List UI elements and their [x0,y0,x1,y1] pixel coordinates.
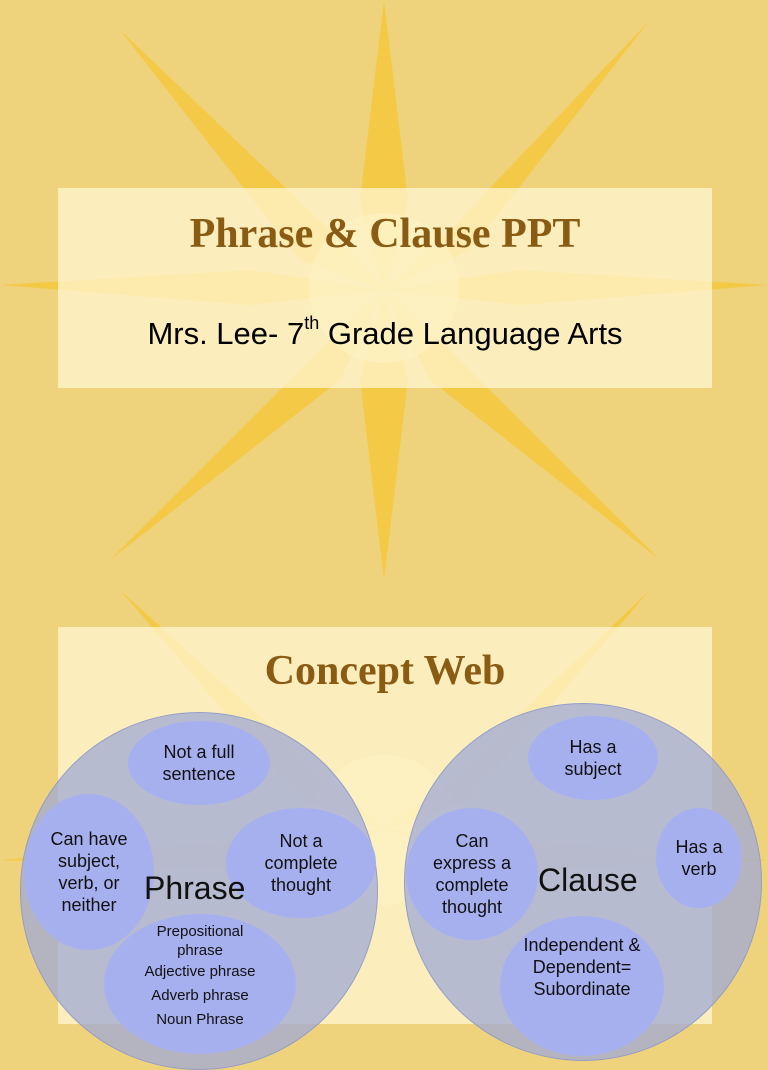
clause-bubble-complete-thought: Can express a complete thought [406,808,538,940]
concept-web-title: Concept Web [264,648,506,694]
phrase-type-noun: Noun Phrase [156,1011,244,1028]
clause-bubble-independent-dependent: Independent & Dependent= Subordinate [500,916,664,1056]
phrase-types-bubble [104,914,296,1054]
slide-title: Phrase & Clause PPT [189,211,581,257]
phrase-bubble-not-full-sentence: Not a full sentence [128,721,270,805]
phrase-bubble-subject-verb: Can have subject, verb, or neither [24,794,154,950]
clause-label: Clause [538,862,638,898]
title-slide-panel [58,188,712,388]
phrase-type-adverb: Adverb phrase [151,987,249,1004]
clause-bubble-has-verb: Has a verb [656,808,742,908]
phrase-label: Phrase [144,870,246,906]
slide-subtitle: Mrs. Lee- 7th Grade Language Arts [147,312,623,351]
phrase-type-prepositional: Prepositional phrase [156,923,244,959]
clause-bubble-has-subject: Has a subject [528,716,658,800]
phrase-bubble-not-complete-thought: Not a complete thought [226,808,376,918]
phrase-type-adjective: Adjective phrase [144,963,256,980]
